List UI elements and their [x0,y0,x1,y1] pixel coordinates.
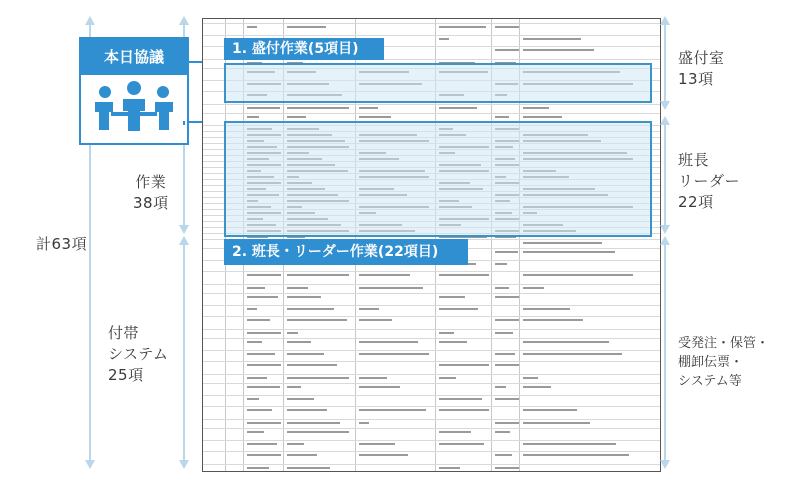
connector-v [183,121,185,125]
table-cell-text [495,431,510,433]
table-cell-text [495,467,519,469]
table-cell-text [495,296,519,298]
table-row [203,395,660,396]
table-row [203,113,660,114]
table-cell-text [287,353,324,355]
other-label-line2: 棚卸伝票・ [678,355,744,370]
table-row [203,374,660,375]
system-label-line3: 25項 [108,366,144,384]
table-cell-text [495,454,512,456]
table-cell-text [495,319,519,321]
table-row [203,338,660,339]
table-row [203,451,660,452]
table-cell-text [287,296,321,298]
table-row [203,361,660,362]
table-cell-text [287,341,311,343]
table-cell-text [247,422,281,424]
table-cell-text [439,341,467,343]
table-cell-text [439,364,489,366]
table-cell-text [287,107,349,109]
table-cell-text [359,454,408,456]
table-cell-text [359,274,410,276]
table-row [203,23,660,24]
total-arrow-bottom [85,460,95,469]
table-row [203,464,660,465]
leader-highlight [224,121,652,237]
table-cell-text [359,422,369,424]
table-cell-text [523,443,616,445]
table-cell-text [359,116,391,118]
table-cell-text [247,332,281,334]
table-cell-text [247,353,275,355]
table-cell-text [523,409,577,411]
morituke-highlight [224,63,652,103]
work-arrow-bottom [179,225,189,234]
table-row [203,440,660,441]
table-cell-text [247,398,259,400]
meeting-title: 本日協議 [81,39,187,75]
table-cell-text [247,319,270,321]
total-label: 計63項 [36,232,87,257]
work-label [133,172,169,214]
table-cell-text [359,287,423,289]
table-cell-text [247,409,272,411]
meeting-box [79,37,189,145]
table-cell-text [287,398,314,400]
table-cell-text [359,308,379,310]
leader-section-title: 2. 班長・リーダー作業(22項目) [224,239,468,265]
table-row [203,271,660,272]
work-label-line1: 作業 [135,173,167,191]
table-cell-text [247,386,280,388]
table-cell-text [247,308,257,310]
table-cell-text [523,341,609,343]
system-label-line1: 付帯 [108,324,140,342]
table-cell-text [359,319,392,321]
other-label-line3: システム等 [678,374,742,389]
table-cell-text [495,263,507,265]
room-line [664,24,666,104]
table-row [203,350,660,351]
table-cell-text [287,409,327,411]
table-row [203,305,660,306]
table-cell-text [495,332,513,334]
other-label [678,334,769,391]
table-cell-text [287,386,301,388]
table-cell-text [247,296,278,298]
table-cell-text [359,341,418,343]
other-arrow-bottom [660,460,670,469]
table-cell-text [287,443,304,445]
table-cell-text [247,443,277,445]
table-row [203,104,660,105]
leader-label [678,150,740,213]
table-cell-text [287,319,347,321]
table-cell-text [359,409,426,411]
table-cell-text [247,431,264,433]
table-cell-text [247,454,281,456]
table-cell-text [247,26,257,28]
table-cell-text [359,386,400,388]
table-cell-text [495,364,519,366]
morituke-section-title: 1. 盛付作業(5項目) [224,38,384,60]
leader-label-line1: 班長 [678,151,710,169]
table-cell-text [439,296,465,298]
table-cell-text [523,274,633,276]
table-cell-text [359,377,387,379]
table-cell-text [247,116,259,118]
table-cell-text [287,422,340,424]
table-cell-text [495,287,509,289]
table-cell-text [359,353,429,355]
table-cell-text [439,26,486,28]
table-cell-text [523,386,551,388]
table-cell-text [523,38,581,40]
table-cell-text [495,251,518,253]
table-cell-text [439,332,454,334]
table-cell-text [523,454,629,456]
table-cell-text [247,467,269,469]
table-cell-text [439,38,449,40]
table-cell-text [523,49,594,51]
room-arrow-bottom [660,101,670,110]
table-cell-text [287,364,337,366]
table-cell-text [439,308,478,310]
table-cell-text [287,467,330,469]
table-cell-text [287,274,349,276]
table-row [203,293,660,294]
leader-arrow-bottom [660,225,670,234]
table-cell-text [523,353,622,355]
table-cell-text [439,274,489,276]
table-cell-text [287,116,306,118]
table-cell-text [247,287,265,289]
table-row [203,383,660,384]
table-row [203,316,660,317]
table-row [203,419,660,420]
table-cell-text [495,422,519,424]
other-line [664,244,666,462]
table-cell-text [247,377,267,379]
table-cell-text [495,386,506,388]
table-cell-text [495,398,519,400]
morituke-room-line2: 13項 [678,70,714,88]
table-cell-text [439,107,477,109]
leader-label-line2: リーダー [678,172,741,190]
table-row [203,284,660,285]
other-label-line1: 受発注・保管・ [678,336,770,351]
table-cell-text [439,443,484,445]
table-cell-text [359,443,395,445]
table-cell-text [247,341,262,343]
work-label-line2: 38項 [133,194,169,212]
table-cell-text [523,116,562,118]
table-cell-text [495,26,519,28]
table-cell-text [287,454,317,456]
table-cell-text [287,287,308,289]
table-cell-text [439,377,456,379]
table-cell-text [287,26,326,28]
system-label [108,323,169,386]
table-cell-text [523,422,590,424]
morituke-room-label [678,48,725,90]
table-cell-text [523,308,570,310]
table-row [203,329,660,330]
table-cell-text [495,49,519,51]
table-cell-text [523,251,615,253]
table-cell-text [523,287,544,289]
table-cell-text [495,116,509,118]
table-row [203,406,660,407]
table-row [203,428,660,429]
table-cell-text [247,107,280,109]
table-cell-text [287,377,349,379]
table-cell-text [439,398,482,400]
table-cell-text [287,332,298,334]
morituke-room-line1: 盛付室 [678,49,725,67]
table-cell-text [287,308,334,310]
table-row [203,35,660,36]
leader-label-line3: 22項 [678,193,714,211]
meeting-people-icon [81,76,187,144]
system-label-line2: システム [108,345,169,363]
table-cell-text [439,431,471,433]
table-cell-text [523,242,602,244]
table-cell-text [523,107,549,109]
table-cell-text [247,364,281,366]
table-cell-text [287,431,349,433]
table-cell-text [523,377,538,379]
table-cell-text [523,319,583,321]
table-cell-text [495,353,515,355]
table-cell-text [439,409,489,411]
table-cell-text [359,107,378,109]
system-line [183,244,185,462]
system-arrow-bottom [179,460,189,469]
table-cell-text [439,467,460,469]
leader-line [664,124,666,227]
table-cell-text [247,274,281,276]
